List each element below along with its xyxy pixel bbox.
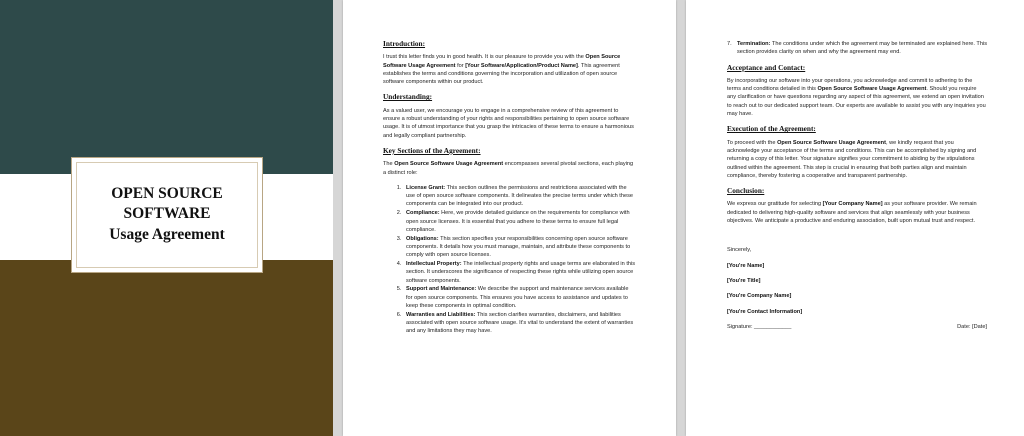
acceptance-paragraph: By incorporating our software into your operations, you acknowledge and commit to adhering to the terms and conditions detailed in this Open Source Software Usage Agreement. Should you require any clarification or have questions regarding any aspect of this agreement, we extend an open invitation to reach out to our dedicated support team. Our experts are available to assist you with any inquiries you may have.: [727, 77, 986, 118]
conclusion-paragraph: We express our gratitude for selecting [Your Company Name] as your software provider. We remain dedicated to delivering high-quality software and services that align seamlessly with your business objectives. We anticipate a productive and enduring association, built upon mutual trust and respect.: [727, 201, 977, 225]
cover-title-frame: [71, 157, 263, 273]
sender-name: [You're Name]: [727, 262, 765, 269]
acceptance-heading: Acceptance and Contact:: [727, 62, 806, 72]
cover-top-band: [0, 0, 333, 174]
key-sections-heading: Key Sections of the Agreement:: [383, 145, 481, 155]
signature-field: Signature: ____________: [727, 323, 792, 330]
list-item: 3. Obligations: This section specifies your responsibilities concerning open source software components. It details how you must manage, maintain, and attribute these components to comply with open source licenses.: [403, 235, 636, 260]
date-field: Date: [Date]: [957, 323, 987, 330]
sincerely-text: Sincerely,: [727, 247, 752, 254]
list-item: 4. Intellectual Property: The intellectual property rights and usage terms are elaborated in this section. It underscores the significance of respecting these rights while utilizing open source software components.: [403, 260, 636, 285]
introduction-paragraph: I trust this letter finds you in good health. It is our pleasure to provide you with the Open Source Software Usage Agreement for [Your Software/Application/Product Name]. This agreement establishes the terms and conditions governing the incorporation and utilization of open source software components within our product.: [383, 54, 621, 86]
sender-title: [You're Title]: [727, 277, 761, 284]
signature-row: [727, 323, 987, 331]
conclusion-heading: Conclusion:: [727, 186, 765, 196]
execution-heading: Execution of the Agreement:: [727, 124, 816, 134]
understanding-heading: Understanding:: [383, 92, 433, 102]
sections-list: [383, 184, 636, 336]
list-item: 6. Warranties and Liabilities: This section clarifies warranties, disclaimers, and liabilities associated with open source software usage. It's vital to understand the extent of warranties and any limitations they may have.: [403, 311, 636, 336]
termination-number: 7.: [727, 41, 732, 47]
document-page-2: [343, 0, 676, 436]
execution-paragraph: To proceed with the Open Source Software Usage Agreement, we kindly request that you acknowledge your acceptance of the terms and conditions. This can be accomplished by signing and returning a copy of this letter. Your signature signifies your commitment to abiding by the stipulations outlined within the agreement. This step is crucial in ensuring that both parties align and maintain compliance, thereby fostering a cooperative and transparent partnership.: [727, 139, 977, 179]
document-page-3: [686, 0, 1024, 436]
cover-title-line1: OPEN SOURCE SOFTWARE: [111, 185, 223, 222]
sender-company: [You're Company Name]: [727, 293, 792, 300]
cover-page: [0, 0, 333, 436]
introduction-heading: Introduction:: [383, 39, 426, 48]
list-item: 2. Compliance: Here, we provide detailed guidance on the requirements for compliance with open source licenses. It is essential that you adhere to these terms to ensure full legal compliance.: [403, 209, 636, 234]
termination-item: 7. Termination: The conditions under which the agreement may be terminated are explained here. This section provides clarity on when and why the agreement may end.: [727, 41, 987, 56]
cover-bottom-band: [0, 260, 333, 436]
key-sections-intro: The Open Source Software Usage Agreement encompasses several pivotal sections, each playing a distinct role:: [383, 161, 634, 176]
understanding-paragraph: As a valued user, we encourage you to engage in a comprehensive review of this agreement to ensure a robust understanding of your rights and responsibilities pertaining to open source software usage. It is of utmost importance that you grasp the intricacies of these terms to ensure a harmonious and legally compliant partnership.: [383, 107, 634, 139]
list-item: 5. Support and Maintenance: We describe the support and maintenance services available for open source components. This ensures you have access to assistance and updates to keep these components in optimal condition.: [403, 285, 636, 310]
list-item: 1. License Grant: This section outlines the permissions and restrictions associated with the use of open source software components. It delineates the precise terms under which these components can be integrated into our product.: [403, 184, 636, 209]
sender-contact: [You're Contact Information]: [727, 308, 803, 315]
cover-title-line2: Usage Agreement: [109, 226, 225, 243]
